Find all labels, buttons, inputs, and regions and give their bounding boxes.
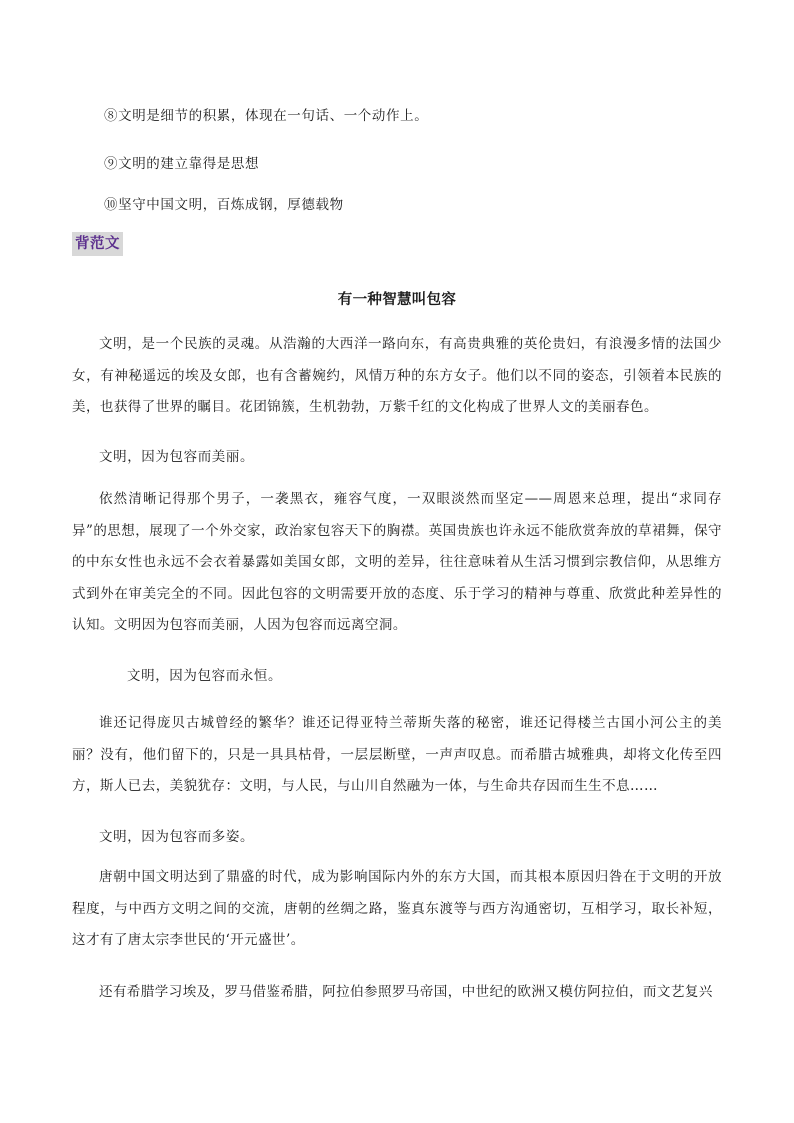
essay-title: 有一种智慧叫包容: [337, 292, 457, 308]
essay-paragraph-7: 唐朝中国文明达到了鼎盛的时代，成为影响国际内外的东方大国，而其根本原因归咎在于文明的开放程度，与中西方文明之间的交流，唐朝的丝绸之路，鉴真东渡等与西方沟通密切，互相学习，取长补短，这才有了唐太宗李世民的‘开元盛世’。: [72, 869, 722, 948]
list-item-8: ⑧文明是细节的积累，体现在一句话、一个动作上。: [104, 108, 429, 124]
section-tag: 背范文: [72, 232, 123, 256]
essay-paragraph-3: 依然清晰记得那个男子，一袭黑衣，雍容气度，一双眼淡然而坚定——周恩来总理，提出“求同存异”的思想，展现了一个外交家，政治家包容天下的胸襟。英国贵族也许永远不能欣赏奔放的草裙舞，保守的中东女性也永远不会衣着暴露如美国女郎，文明的差异，往往意味着从生活习惯到宗教信仰，从思维方式到外在审美完全的不同。因此包容的文明需要开放的态度、乐于学习的精神与尊重、欣赏此种差异性的认知。文明因为包容而美丽，人因为包容而远离空洞。: [72, 491, 722, 633]
essay-paragraph-8: 还有希腊学习埃及，罗马借鉴希腊，阿拉伯参照罗马帝国，中世纪的欧洲又模仿阿拉伯，而文艺复兴: [99, 984, 713, 1000]
list-item-9: ⑨文明的建立靠得是思想: [104, 156, 260, 172]
essay-paragraph-6: 文明，因为包容而多姿。: [99, 829, 255, 845]
essay-paragraph-2: 文明，因为包容而美丽。: [99, 449, 255, 465]
essay-paragraph-1: 文明，是一个民族的灵魂。从浩瀚的大西洋一路向东，有高贵典雅的英伦贵妇，有浪漫多情的法国少女，有神秘遥远的埃及女郎，也有含蓄婉约，风情万种的东方女子。他们以不同的姿态，引领着本民族的美，也获得了世界的瞩目。花团锦簇，生机勃勃，万紫千红的文化构成了世界人文的美丽春色。: [72, 336, 722, 415]
list-item-10: ⑩坚守中国文明，百炼成钢，厚德载物: [104, 197, 344, 213]
essay-paragraph-4: 文明，因为包容而永恒。: [127, 668, 283, 684]
essay-paragraph-5: 谁还记得庞贝古城曾经的繁华？谁还记得亚特兰蒂斯失落的秘密，谁还记得楼兰古国小河公主的美丽？没有，他们留下的，只是一具具枯骨，一层层断壁，一声声叹息。而希腊古城雅典，却将文化传至四方，斯人已去，美貌犹存：文明，与人民，与山川自然融为一体，与生命共存因而生生不息……: [72, 715, 722, 794]
